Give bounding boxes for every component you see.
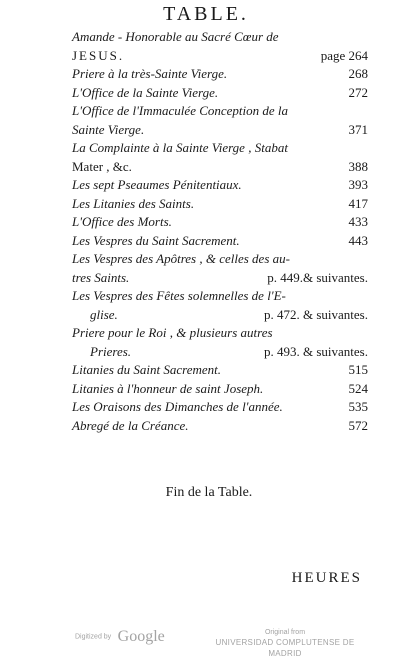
toc-line-text: tres Saints. [72, 269, 130, 285]
toc-line-text: Prieres. [90, 343, 132, 359]
toc-line-text: L'Office de l'Immaculée Conception de la [72, 103, 289, 118]
toc-line [72, 139, 368, 158]
toc-line-text: Les Vespres du Saint Sacrement. [72, 232, 240, 248]
toc-line [72, 47, 368, 66]
toc-line-text: Les Vespres des Fêtes solemnelles de l'E- [72, 288, 286, 303]
toc-line-page: 268 [348, 66, 368, 81]
toc-line [72, 380, 368, 399]
toc-line-page: p. 449.& suivantes. [267, 269, 368, 285]
toc-line-text: glise. [90, 306, 118, 322]
toc-line-page: 417 [348, 195, 368, 211]
toc-line-text: Les sept Pseaumes Pénitentiaux. [72, 177, 242, 192]
toc-line-page: 572 [348, 417, 368, 433]
toc-line-text: Litanies du Saint Sacrement. [72, 362, 222, 377]
toc-line-page: p. 472. & suivantes. [264, 306, 368, 322]
toc-line [72, 121, 368, 140]
original-from-label: Original from [264, 629, 306, 636]
toc-line-page: 433 [348, 214, 368, 229]
toc-line [72, 361, 368, 380]
toc-line [72, 65, 368, 84]
toc-line-page: 388 [348, 158, 368, 174]
toc-line [72, 250, 368, 269]
toc-line [72, 176, 368, 195]
toc-line [72, 158, 368, 177]
toc-line [72, 269, 368, 288]
toc-line [72, 398, 368, 417]
toc-line-text: Les Oraisons des Dimanches de l'année. [72, 399, 283, 414]
library-name: UNIVERSIDAD COMPLUTENSE DE MADRID [215, 638, 355, 658]
toc-line-page: page 264 [320, 47, 368, 63]
toc-line [72, 232, 368, 251]
end-note: Fin de la Table. [165, 485, 253, 500]
toc-line-text: Litanies à l'honneur de saint Joseph. [72, 380, 264, 396]
digitized-by-label: Digitized by [75, 633, 112, 641]
toc-line-page: p. 493. & suivantes. [264, 343, 368, 359]
toc-line-text: La Complainte à la Sainte Vierge , Stabat [72, 140, 288, 155]
toc-line-text: Les Vespres des Apôtres , & celles des au- [72, 251, 290, 266]
table-of-contents [72, 28, 368, 435]
toc-line-page: 535 [348, 399, 368, 414]
toc-line-text: Mater , &c. [72, 158, 132, 174]
toc-line-text: Priere pour le Roi , & plusieurs autres [72, 325, 273, 340]
toc-line-page: 515 [348, 362, 368, 377]
toc-line-text: Sainte Vierge. [72, 121, 145, 137]
toc-line-page: 524 [348, 380, 368, 396]
toc-line-text: Priere à la très-Sainte Vierge. [72, 66, 228, 81]
toc-line [72, 287, 368, 306]
toc-line [72, 324, 368, 343]
toc-line-text: L'Office des Morts. [72, 214, 172, 229]
toc-line-page: 393 [348, 177, 368, 192]
toc-line [72, 417, 368, 436]
toc-line-page: 371 [348, 121, 368, 137]
toc-line-page: 443 [348, 232, 368, 248]
toc-line [72, 343, 368, 362]
toc-line-page: 272 [348, 84, 368, 100]
toc-line [72, 306, 368, 325]
digitized-by-google [75, 628, 165, 646]
page-title: TABLE. [163, 3, 249, 25]
toc-line-text: Amande - Honorable au Sacré Cœur de [72, 29, 279, 44]
toc-line [72, 213, 368, 232]
google-logo: Google [117, 628, 165, 645]
original-source [200, 628, 370, 659]
toc-line-text: Abregé de la Créance. [72, 417, 189, 433]
toc-line [72, 28, 368, 47]
toc-line [72, 84, 368, 103]
toc-line [72, 102, 368, 121]
toc-line [72, 195, 368, 214]
toc-line-text: Les Litanies des Saints. [72, 195, 195, 211]
catchword: HEURES [291, 570, 362, 586]
toc-line-text: L'Office de la Sainte Vierge. [72, 84, 219, 100]
toc-line-text: JESUS. [72, 47, 125, 63]
